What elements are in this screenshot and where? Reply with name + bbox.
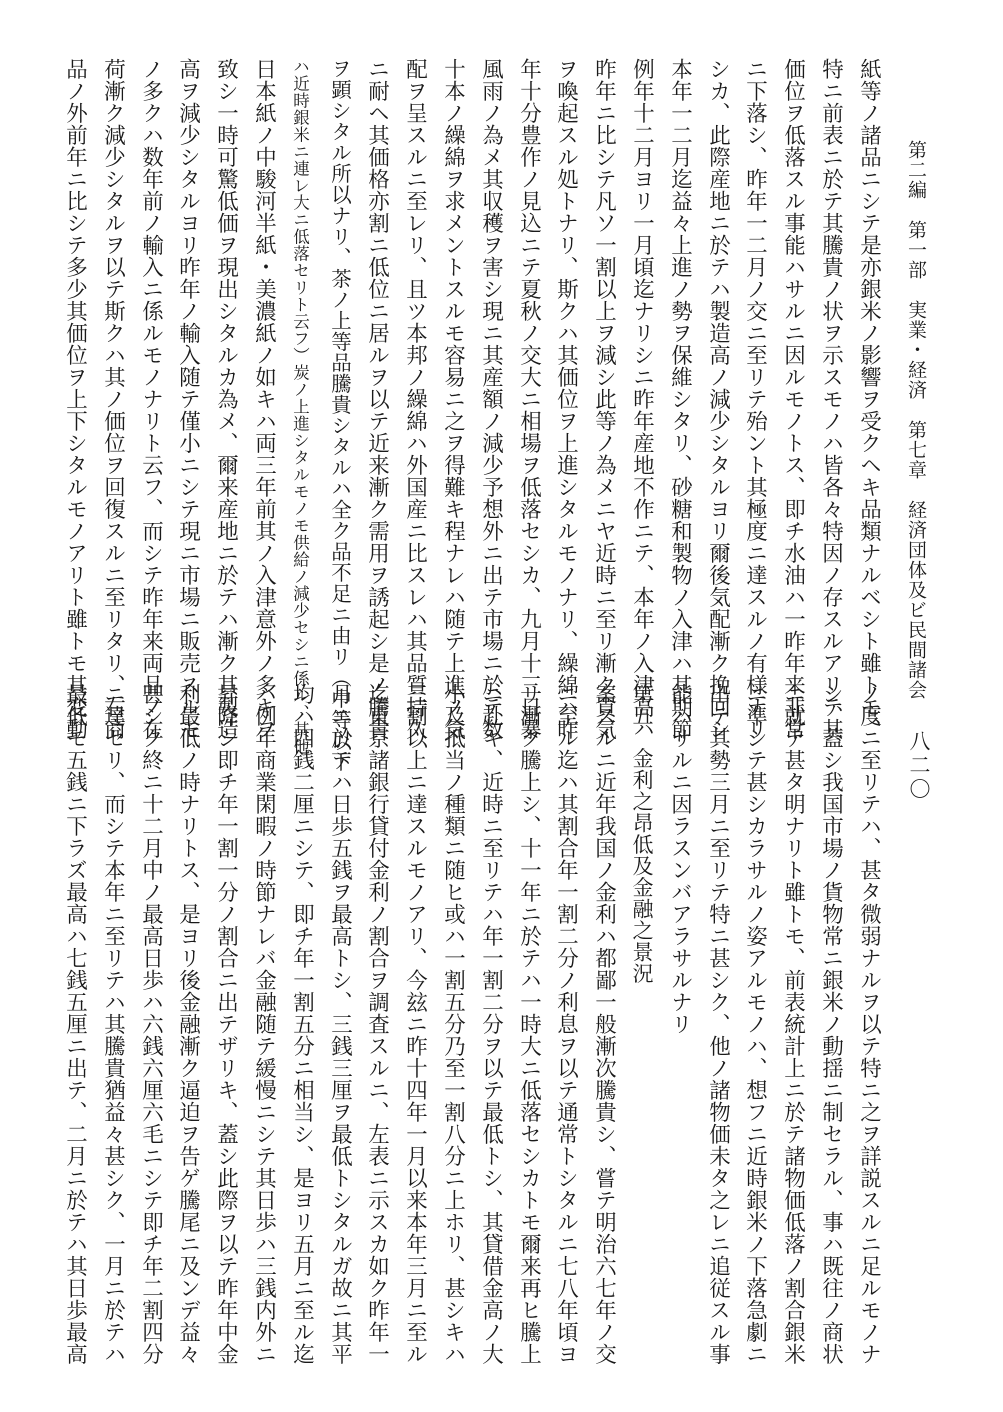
text-line: 例年十二月ヨリ一月頃迄ナリシニ昨年産地不作ニテ、本年ノ入津高ハ xyxy=(629,58,655,740)
text-line: 利最低ノ時ナリトス、是ヨリ後金融漸ク逼迫ヲ告ゲ騰尾ニ及ンデ益々 xyxy=(175,683,201,1365)
text-line: 甚シク終ニ十二月中ノ最高日歩ハ六銭六厘六毛ニシテ即チ年二割四分 xyxy=(138,683,164,1365)
text-line: 品ノ外前年ニ比シテ多少其価位ヲ上下シタルモノアリト雖トモ其変動 xyxy=(62,58,88,740)
text-line: ニ至ル迄ハ其割合年一割二分ノ利息ヲ以テ通常トシタルニ七八年頃ヨ xyxy=(553,683,579,1365)
text-line: 高ヲ減少シタルヨリ昨年ノ輸入随テ僅小ニシテ現ニ市場ニ販売スルモ xyxy=(175,58,201,740)
text-line: ノ多クハ数年前ノ輸入ニ係ルモノナリト云フ、而シテ昨年来両品ノ在 xyxy=(138,58,164,740)
text-line: ハ例年商業閑暇ノ時節ナレバ金融随テ緩慢ニシテ其日歩ハ三銭内外ニ xyxy=(251,683,277,1365)
text-line: 昇降シ即チ年一割一分ノ割合ニ出テザリキ、蓋シ此際ヲ以テ昨年中金 xyxy=(213,683,239,1365)
text-line: 能ハサルニ因ラスンバアラサルナリ xyxy=(667,683,693,1035)
text-line: ヲ顕シタル所以ナリ、茶ノ上等品騰貴シタルハ全ク品不足ニ由リ（中等以下 xyxy=(327,58,352,772)
section-heading: 第五 金利之昂低及金融之景況 xyxy=(630,683,654,984)
page-number: 八二〇 xyxy=(907,730,931,802)
text-line: 昨年ニ比シテ凡ソ一割以上ヲ減シ此等ノ為メニヤ近時ニ至リ漸ク買気 xyxy=(591,58,617,740)
text-line: 荷漸ク減少シタルヲ以テ斯クハ其ノ価位ヲ回復スルニ至リタリ、右商 xyxy=(100,58,126,740)
text-line: 価位ヲ低落スル事能ハサルニ因ルモノトス、即チ水油ハ一昨年来非常 xyxy=(780,58,806,740)
text-line: 風雨ノ為メ其収穫ヲ害シ現ニ其産額ノ減少予想外ニ出テ市場ニ於テ数 xyxy=(478,58,504,740)
text-line: 案スルニ近年我国ノ金利ハ都鄙一般漸次騰貴シ、嘗テ明治六七年ノ交 xyxy=(591,683,617,1365)
text-line: 配ヲ呈スルニ至レリ、且ツ本邦ノ繰綿ハ外国産ニ比スレハ其品質持久 xyxy=(402,58,428,740)
text-line: ニ耐ヘ其価格亦割ニ低位ニ居ルヲ以テ近来漸ク需用ヲ誘起シ是ノ騰貴 xyxy=(364,58,390,740)
running-header: 第二編 第一部 実業・経済 第七章 経済団体及ビ民間諸会 xyxy=(905,140,927,700)
text-line: 年十分豊作ノ見込ニテ夏秋ノ交大ニ相場ヲ低落セシカ、九月十三日暴 xyxy=(516,58,542,740)
text-line: シ、蓋シ我国市場ノ貨物常ニ銀米ノ動揺ニ制セラル、事ハ既往ノ商状 xyxy=(818,683,844,1365)
text-line: ノ度ニ至リテハ、甚タ微弱ナルヲ以テ特ニ之ヲ詳説スルニ足ルモノナ xyxy=(856,683,882,1365)
text-line: 本年一二月迄益々上進ノ勢ヲ保維シタリ、砂糖和製物ノ入津ハ其期節 xyxy=(667,58,693,740)
text-line: 小及抵当ノ種類ニ随ヒ或ハ一割五分乃至一割八分ニ上ホリ、甚シキハ xyxy=(440,683,466,1365)
text-line: ハ近時銀米ニ連レ大ニ低落セリト云フ）炭ノ上進シタルモノモ供給ノ減少セシニ係ル、其他 xyxy=(290,58,310,755)
text-line: 均ハ四銭二厘ニシテ、即チ年一割五分ニ相当シ、是ヨリ五月ニ至ル迄 xyxy=(289,683,315,1365)
text-line: 出テ其勢三月ニ至リテ特ニ甚シク、他ノ諸物価未タ之レニ追従スル事 xyxy=(705,683,731,1365)
text-line: ニ就テ甚タ明ナリト雖トモ、前表統計上ニ於テ諸物価低落ノ割合銀米 xyxy=(780,683,806,1365)
text-line: ニ下落シ、昨年一二月ノ交ニ至リテ殆ント其極度ニ達スルノ有様ナリ xyxy=(742,58,768,740)
text-line: 十本ノ繰綿ヲ求メントスルモ容易ニ之ヲ得難キ程ナレハ随テ上進ノ気 xyxy=(440,58,466,740)
text-line: ニ準シテ甚シカラサルノ姿アルモノハ、想フニ近時銀米ノ下落急劇ニ xyxy=(742,683,768,1365)
text-line: 日本紙ノ中駿河半紙・美濃紙ノ如キハ両三年前其ノ入津意外ノ多キヲ xyxy=(251,58,277,740)
text-line: リ漸ク騰上シ、十一年ニ於テハ一時大ニ低落セシカトモ爾来再ヒ騰上 xyxy=(516,683,542,1365)
text-line: 最低モ五銭ニ下ラズ最高ハ七銭五厘ニ出テ、二月ニ於テハ其日歩最高 xyxy=(62,683,88,1365)
text-line: ヲ喚起スル処トナリ、斯クハ其価位ヲ上進シタルモノナリ、繰綿ハ昨 xyxy=(553,58,579,740)
text-line: ニ達セリ、而シテ本年ニ至リテハ其騰貴猶益々甚シク、一月ニ於テハ xyxy=(100,683,126,1365)
text-line: 迄東京諸銀行貸付金利ノ割合ヲ調査スルニ、左表ニ示スカ如ク昨年一 xyxy=(364,683,390,1365)
text-line: ニ赴キ、近時ニ至リテハ年一割二分ヲ以テ最低トシ、其貸借金高ノ大 xyxy=(478,683,504,1365)
text-line: 月ニ於テハ日歩五銭ヲ最高トシ、三銭三厘ヲ最低トシタルガ故ニ其平 xyxy=(327,683,353,1365)
text-line: 三割以上ニ達スルモノアリ、今玆ニ昨十四年一月以来本年三月ニ至ル xyxy=(402,683,428,1365)
text-line: 紙等ノ諸品ニシテ是亦銀米ノ影響ヲ受クヘキ品類ナルベシト雖トモ、 xyxy=(856,58,882,740)
text-line: シカ、此際産地ニ於テハ製造高ノ減少シタルヨリ爾後気配漸ク挽回シ xyxy=(705,58,731,740)
text-line: 特ニ前表ニ於テ其騰貴ノ状ヲ示スモノハ皆各々特因ノ存スルアリテ其 xyxy=(818,58,844,740)
text-line: 致シ一時可驚低価ヲ現出シタルカ為メ、爾来産地ニ於テハ漸ク其製造 xyxy=(213,58,239,740)
